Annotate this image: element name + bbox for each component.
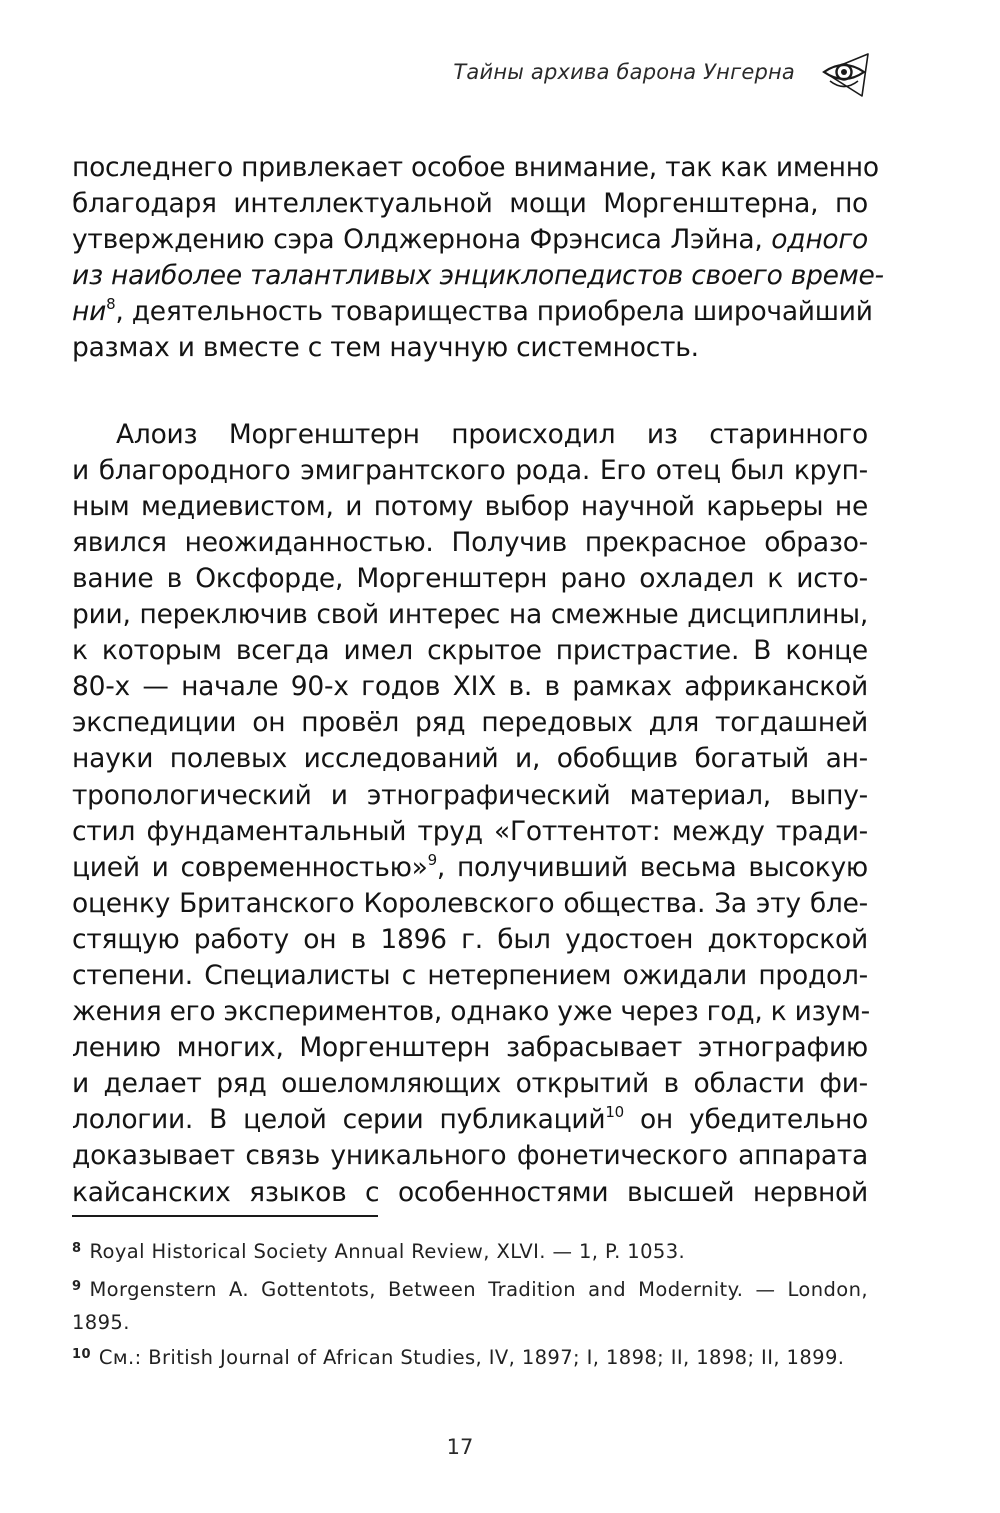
italic-quote: из наиболее талантливых энциклопедистов своего време- bbox=[72, 260, 884, 292]
italic-quote: одного bbox=[771, 224, 868, 256]
text-line: благодаря интеллектуальной мощи Моргенштерна, по bbox=[72, 188, 868, 220]
text-line: Алоиз Моргенштерн происходил из старинного bbox=[116, 418, 868, 450]
text-line: к которым всегда имел скрытое пристрастие. В конце bbox=[72, 635, 868, 667]
text-run: , деятельность товарищества приобрела широчайший bbox=[115, 296, 873, 328]
text-line: последнего привлекает особое внимание, так как именно bbox=[72, 152, 879, 183]
text-line: стил фундаментальный труд «Готтентот: между тради- bbox=[72, 815, 868, 847]
text-run: лологии. В целой серии публикаций bbox=[72, 1104, 606, 1136]
text-line: вание в Оксфорде, Моргенштерн рано охладел к исто- bbox=[72, 562, 868, 594]
text-line: тропологический и этнографический материал, выпу- bbox=[72, 779, 868, 811]
footnote-number: 10 bbox=[72, 1347, 91, 1362]
paragraph-2 bbox=[72, 417, 868, 1211]
text-run: утверждению сэра Олджернона Фрэнсиса Лэйна, bbox=[72, 224, 772, 256]
text-line bbox=[72, 294, 873, 330]
eye-triangle-icon bbox=[818, 50, 874, 100]
text-line: рии, переключив свой интерес на смежные дисциплины, bbox=[72, 599, 868, 631]
text-line: размах и вместе с тем научную системность. bbox=[72, 332, 699, 364]
footnote-8 bbox=[72, 1237, 868, 1270]
text-run: цией и современностью» bbox=[72, 851, 428, 883]
footnote-ref-9[interactable]: 9 bbox=[427, 850, 437, 869]
text-line: и благородного эмигрантского рода. Его отец был круп- bbox=[72, 454, 868, 486]
footnote-text: См.: British Journal of African Studies, IV, 1897; I, 1898; II, 1898; II, 1899. bbox=[98, 1346, 845, 1369]
text-line: 80-х — начале 90-х годов XIX в. в рамках африканской bbox=[72, 671, 868, 703]
text-run: он убедительно bbox=[623, 1104, 868, 1136]
paragraph-1 bbox=[72, 150, 884, 367]
text-line: степени. Специалисты с нетерпением ожидали продол- bbox=[72, 959, 868, 991]
text-line: жения его экспериментов, однако уже через год, к изум- bbox=[72, 996, 870, 1028]
footnote-9 bbox=[72, 1275, 868, 1338]
body-text bbox=[72, 150, 884, 1211]
footnote-10 bbox=[72, 1343, 868, 1376]
footnote-ref-10[interactable]: 10 bbox=[605, 1103, 624, 1122]
text-line: лению многих, Моргенштерн забрасывает этнографию bbox=[72, 1032, 868, 1064]
text-line: стящую работу он в 1896 г. был удостоен докторской bbox=[72, 923, 868, 955]
text-run: , получивший весьма высокую bbox=[436, 851, 868, 883]
text-line: и делает ряд ошеломляющих открытий в области фи- bbox=[72, 1068, 868, 1100]
footnote-number: 9 bbox=[72, 1279, 82, 1294]
footnote-number: 8 bbox=[72, 1241, 82, 1256]
text-line bbox=[72, 258, 884, 294]
footnotes bbox=[72, 1237, 868, 1381]
text-line: доказывает связь уникального фонетического аппарата bbox=[72, 1140, 868, 1172]
text-line bbox=[72, 850, 868, 886]
text-line: экспедиции он провёл ряд передовых для тогдашней bbox=[72, 707, 868, 739]
text-line: ным медиевистом, и потому выбор научной карьеры не bbox=[72, 490, 868, 522]
text-line: кайсанских языков с особенностями высшей нервной bbox=[72, 1176, 868, 1208]
italic-quote: ни bbox=[72, 296, 107, 328]
footnote-rule bbox=[72, 1215, 378, 1217]
text-line: оценку Британского Королевского общества. За эту бле- bbox=[72, 887, 868, 919]
footnote-ref-8[interactable]: 8 bbox=[106, 295, 116, 314]
page-number: 17 bbox=[446, 1435, 474, 1459]
text-line: явился неожиданностью. Получив прекрасное образо- bbox=[72, 526, 868, 558]
text-line bbox=[72, 222, 868, 258]
text-line bbox=[72, 1102, 868, 1138]
running-head: Тайны архива барона Унгерна bbox=[453, 60, 795, 84]
text-line: науки полевых исследований и, обобщив богатый ан- bbox=[72, 743, 868, 775]
footnote-text: Morgenstern A. Gottentots, Between Tradition and Modernity. — London, 1895. bbox=[72, 1278, 868, 1334]
footnote-text: Royal Historical Society Annual Review, XLVI. — 1, P. 1053. bbox=[89, 1240, 686, 1263]
